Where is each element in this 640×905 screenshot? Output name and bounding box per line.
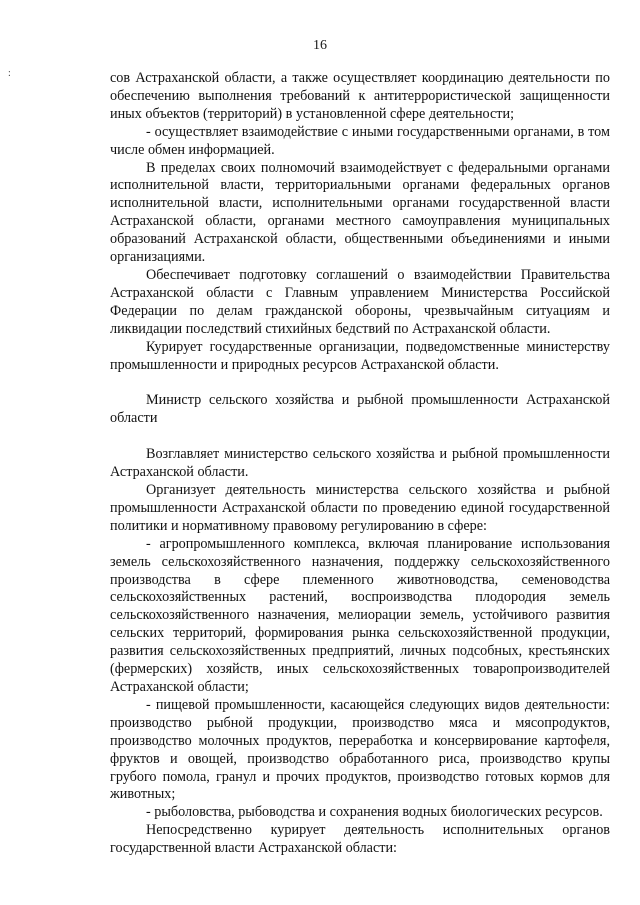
margin-mark: : xyxy=(8,68,11,79)
paragraph-organizes-activity: Организует деятельность министерства сельского хозяйства и рыбной промышленности Астраханской области по проведению единой государственной политики и нормативному правовому регулированию в сфере: xyxy=(110,482,610,534)
page-number: 16 xyxy=(313,38,327,53)
paragraph-bullet-fishery: - рыболовства, рыбоводства и сохранения водных биологических ресурсов. xyxy=(146,804,603,821)
paragraph-bullet-interaction: - осуществляет взаимодействие с иными государственными органами, в том числе обмен информацией. xyxy=(110,123,610,158)
section-heading-minister-agriculture: Министр сельского хозяйства и рыбной промышленности Астраханской области xyxy=(110,392,610,427)
paragraph-bullet-food-industry: - пищевой промышленности, касающейся следующих видов деятельности: производство рыбной продукции, производство мяса и мясопродуктов, производство молочных продуктов, переработка и консервирование картофеля, фруктов и овощей, производство обработанного риса, производство крупы грубого помола, гранул и прочих продуктов, производство готовых кормов для животных; xyxy=(110,696,610,803)
paragraph-continuation: сов Астраханской области, а также осуществляет координацию деятельности по обеспечению выполнения требований к антитеррористической защищенности иных объектов (территорий) в установленной сфере деятельности; xyxy=(110,70,610,122)
paragraph-directly-supervises: Непосредственно курирует деятельность исполнительных органов государственной власти Астраханской области: xyxy=(110,822,610,857)
paragraph-interacts: В пределах своих полномочий взаимодействует с федеральными органами исполнительной власти, территориальными органами федеральных органов исполнительной власти, исполнительными органами государственной власти Астраханской области, органами местного самоуправления муниципальных образований Астраханской области, общественными объединениями и иными организациями. xyxy=(110,159,610,266)
paragraph-bullet-agro: - агропромышленного комплекса, включая планирование использования земель сельскохозяйственного назначения, поддержку сельскохозяйственного производства в сфере племенного животноводства, семеноводства сельскохозяйственных растений, воспроизводства плодородия земель сельскохозяйственного назначения, мелиорации земель, устойчивого развития сельских территорий, формирования рынка сельскохозяйственной продукции, развития сельскохозяйственных предприятий, личных подсобных, крестьянских (фермерских) хозяйств, иных сельскохозяйственных товаропроизводителей Астраханской области; xyxy=(110,535,610,695)
paragraph-heads-ministry: Возглавляет министерство сельского хозяйства и рыбной промышленности Астраханской области. xyxy=(110,446,610,481)
paragraph-supervises-organizations: Курирует государственные организации, подведомственные министерству промышленности и природных ресурсов Астраханской области. xyxy=(110,338,610,373)
document-body xyxy=(110,70,610,858)
paragraph-agreements: Обеспечивает подготовку соглашений о взаимодействии Правительства Астраханской области с Главным управлением Министерства Российской Федерации по делам гражданской обороны, чрезвычайным ситуациям и ликвидации последствий стихийных бедствий по Астраханской области. xyxy=(110,266,610,337)
